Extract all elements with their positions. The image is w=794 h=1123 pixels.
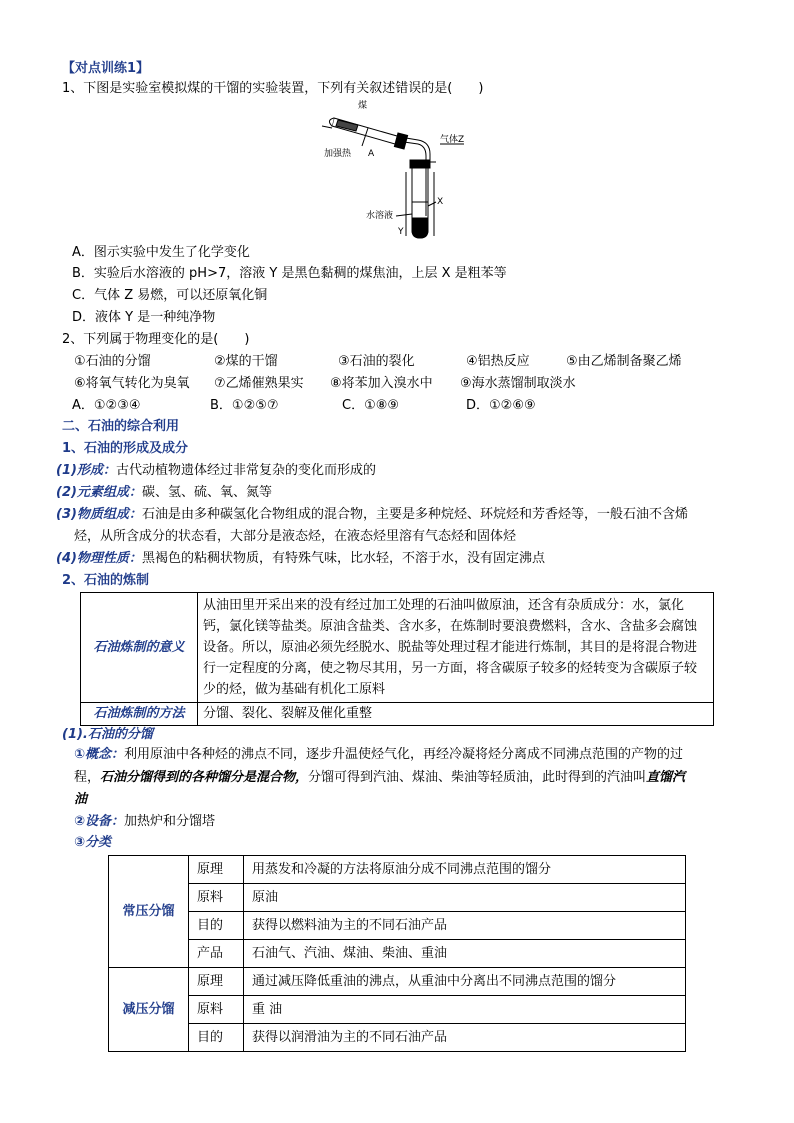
row-value: 石油气、汽油、煤油、柴油、重油 — [244, 940, 686, 968]
meaning-text: 从油田里开采出来的没有经过加工处理的石油叫做原油，还含有杂质成分：水，氯化钙，氯化镁等盐类。原油含盐类、含水多，在炼制时要浪费燃料，含水、含盐多会腐蚀设备。所以，原油必须先经脱水、脱盐等处理过程才能进行炼制，其目的是将混合物进行一定程度的分离，使之物尽其用，另一方面，将含碳原子较多的烃转变为含碳原子较少的烃，做为基础有机化工原料 — [198, 593, 714, 703]
concept-text-3: 油 — [74, 792, 88, 807]
table-row — [109, 996, 686, 1024]
label-a: A — [368, 149, 375, 159]
row-value: 获得以润滑油为主的不同石油产品 — [244, 1024, 686, 1052]
question-2-stem: 2、下列属于物理变化的是( ) — [62, 332, 250, 347]
row-key: 原理 — [189, 856, 244, 884]
concept-label: ①概念： — [74, 747, 125, 762]
label-heat: 加强热 — [324, 149, 352, 159]
row-key: 产品 — [189, 940, 244, 968]
row-value: 重 油 — [244, 996, 686, 1024]
concept-text-2c: 分馏可得到汽油、煤油、柴油等轻质油，此时得到的汽油叫 — [308, 770, 647, 785]
method-text: 分馏、裂化、裂解及催化重整 — [198, 703, 714, 726]
row-value: 原油 — [244, 884, 686, 912]
label-y: Y — [398, 227, 404, 237]
composition-text: 石油是由多种碳氢化合物组成的混合物，主要是多种烷烃、环烷烃和芳香烃等，一般石油不含烯 — [141, 507, 688, 522]
formation-line — [56, 462, 376, 480]
q2-item: ④铝热反应 — [466, 354, 530, 369]
row-value: 通过减压降低重油的沸点，从重油中分离出不同沸点范围的馏分 — [244, 968, 686, 996]
row-value: 用蒸发和冷凝的方法将原油分成不同沸点范围的馏分 — [244, 856, 686, 884]
concept-line — [74, 746, 683, 764]
q2-item: ③石油的裂化 — [338, 354, 415, 369]
q2-option-d: D．①②⑥⑨ — [466, 398, 536, 413]
elements-line — [56, 484, 272, 502]
label-gas-z: 气体Z — [440, 135, 465, 145]
q2-item: ①石油的分馏 — [74, 354, 151, 369]
row-key: 目的 — [189, 912, 244, 940]
refining-table — [80, 592, 714, 726]
label-x: X — [437, 197, 444, 207]
elements-label: (2)元素组成： — [56, 485, 142, 500]
physical-text: 黑褐色的粘稠状物质，有特殊气味，比水轻，不溶于水，没有固定沸点 — [141, 551, 545, 566]
equipment-label: ②设备： — [74, 814, 125, 829]
equipment-line — [74, 813, 215, 831]
q2-item: ⑦乙烯催熟果实 — [214, 376, 304, 391]
concept-text: 利用原油中各种烃的沸点不同，逐步升温使烃气化，再经冷凝将烃分离成不同沸点范围的产物的过 — [124, 747, 684, 762]
q2-item: ⑨海水蒸馏制取淡水 — [460, 376, 576, 391]
table-row — [109, 968, 686, 996]
q2-item: ②煤的干馏 — [214, 354, 278, 369]
q1-option-a: A．图示实验中发生了化学变化 — [72, 245, 250, 260]
q2-item: ⑥将氧气转化为臭氧 — [74, 376, 190, 391]
concept-text-2a: 程， — [74, 770, 101, 785]
dry-distillation-apparatus-figure — [318, 98, 478, 240]
q1-option-b: B．实验后水溶液的 pH>7，溶液 Y 是黑色黏稠的煤焦油，上层 X 是粗苯等 — [72, 266, 507, 281]
formation-text: 古代动植物遗体经过非常复杂的变化而形成的 — [115, 463, 376, 478]
row-key: 原料 — [189, 884, 244, 912]
formation-label: (1)形成： — [56, 463, 116, 478]
concept-line-2 — [74, 769, 685, 787]
physical-label: (4)物理性质： — [56, 551, 142, 566]
label-solution: 水溶液 — [366, 211, 394, 221]
meaning-label: 石油炼制的意义 — [81, 593, 198, 703]
equipment-text: 加热炉和分馏塔 — [124, 814, 216, 829]
section-title: 二、石油的综合利用 — [62, 419, 180, 434]
q2-option-b: B．①②⑤⑦ — [210, 398, 279, 413]
method-label: 石油炼制的方法 — [81, 703, 198, 726]
q1-option-d: D．液体 Y 是一种纯净物 — [72, 310, 216, 325]
concept-text-2d: 直馏汽 — [646, 770, 686, 785]
subsection-title: 2、石油的炼制 — [62, 573, 150, 588]
subsection-title: 1、石油的形成及成分 — [62, 441, 189, 456]
table-row — [109, 856, 686, 884]
composition-text-cont: 烃，从所含成分的状态看，大部分是液态烃，在液态烃里溶有气态烃和固体烃 — [74, 529, 517, 544]
row-key: 目的 — [189, 1024, 244, 1052]
row-key: 原理 — [189, 968, 244, 996]
table-row — [109, 940, 686, 968]
normal-pressure-label: 常压分馏 — [109, 856, 189, 968]
table-row — [81, 593, 714, 703]
composition-line — [56, 506, 688, 524]
classify-label: ③分类 — [74, 835, 112, 850]
q2-option-a: A．①②③④ — [72, 398, 141, 413]
concept-text-2b: 石油分馏得到的各种馏分是混合物， — [100, 770, 309, 785]
table-row — [109, 1024, 686, 1052]
composition-label: (3)物质组成： — [56, 507, 142, 522]
row-key: 原料 — [189, 996, 244, 1024]
distillation-class-table — [108, 855, 686, 1052]
table-row — [109, 912, 686, 940]
physical-line — [56, 550, 545, 568]
question-1-stem: 1、下图是实验室模拟煤的干馏的实验装置，下列有关叙述错误的是( ) — [62, 81, 484, 96]
q2-item: ⑧将苯加入溴水中 — [330, 376, 433, 391]
q1-option-c: C．气体 Z 易燃，可以还原氧化铜 — [72, 288, 268, 303]
q2-option-c: C．①⑧⑨ — [342, 398, 400, 413]
distill-title: (1).石油的分馏 — [62, 727, 153, 742]
elements-text: 碳、氢、硫、氧、氮等 — [141, 485, 272, 500]
vacuum-label: 减压分馏 — [109, 968, 189, 1052]
table-row — [109, 884, 686, 912]
table-row — [81, 703, 714, 726]
training-title: 【对点训练1】 — [62, 61, 150, 76]
q2-item: ⑤由乙烯制备聚乙烯 — [566, 354, 682, 369]
row-value: 获得以燃料油为主的不同石油产品 — [244, 912, 686, 940]
label-coal: 煤 — [358, 101, 368, 111]
